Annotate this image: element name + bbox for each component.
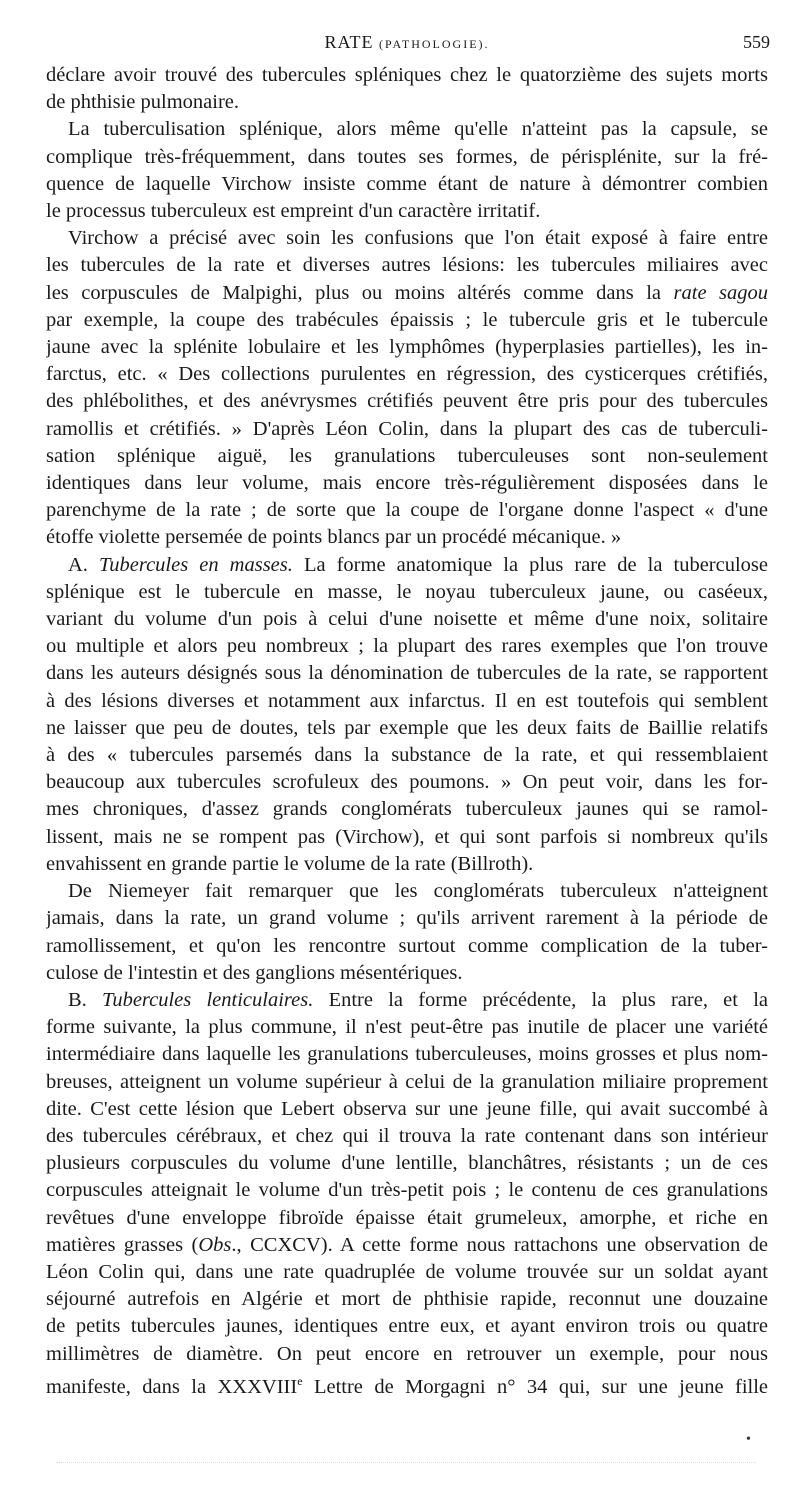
text-line: plusieurs corpuscules du volume d'une lentille, blanchâtres, résistants ; un de ces <box>46 1152 768 1175</box>
text-line: beaucoup aux tubercules scrofuleux des poumons. » On peut voir, dans les for- <box>46 771 768 794</box>
text-line: La tuberculisation splénique, alors même qu'elle n'atteint pas la capsule, se <box>68 118 768 141</box>
text-segment: La forme anatomique la plus rare de la tuberculose <box>303 553 768 576</box>
text-line <box>46 1232 768 1259</box>
text-line: des tubercules cérébraux, et chez qui il trouva la rate contenant dans son intérieur <box>46 1124 768 1147</box>
text-line: sation splénique aiguë, les granulations tuberculeuses sont non-seulement <box>46 444 768 467</box>
text-line: quence de laquelle Virchow insiste comme étant de nature à démontrer combien <box>46 172 768 195</box>
text-line: identiques dans leur volume, mais encore très-régulièrement disposées dans le <box>46 472 768 495</box>
text-line: jamais, dans la rate, un grand volume ; qu'ils arrivent rarement à la période de <box>46 907 768 930</box>
text-segment: Lettre de Morgagni n° 34 qui, sur une jeune fille <box>313 1375 768 1398</box>
text-line: mes chroniques, d'assez grands conglomérats tuberculeux jaunes qui se ramol- <box>46 798 768 821</box>
text-line: variant du volume d'un pois à celui d'une noisette et même d'une noix, solitaire <box>46 608 768 631</box>
page-number: 559 <box>743 32 770 52</box>
page-header <box>44 32 770 56</box>
text-line: ramollissement, et qu'on les rencontre surtout comme complication de la tuber- <box>46 934 768 957</box>
text-line: culose de l'intestin et des ganglions mésentériques. <box>46 961 463 984</box>
text-line: ne laisser que peu de doutes, tels par exemple que les deux faits de Baillie relatifs <box>46 716 768 739</box>
section-b-label: B. <box>68 988 87 1011</box>
running-title-main: RATE <box>324 32 374 52</box>
text-segment: Entre la forme précédente, la plus rare, et la <box>328 988 768 1011</box>
text-line: ramollis et crétifiés. » D'après Léon Colin, dans la plupart des cas de tuberculi- <box>46 417 768 440</box>
text-line: intermédiaire dans laquelle les granulations tuberculeuses, moins grosses et plus nom- <box>46 1043 768 1066</box>
text-line <box>46 1368 768 1401</box>
text-line: dans les auteurs désignés sous la dénomination de tubercules de la rate, se rapportent <box>46 662 768 685</box>
text-line: forme suivante, la plus commune, il n'est peut-être pas inutile de placer une variété <box>46 1016 768 1039</box>
text-line: séjourné autrefois en Algérie et mort de phthisie rapide, reconnut une douzaine <box>46 1288 768 1311</box>
italic-term: rate sagou <box>673 281 768 304</box>
text-line: De Niemeyer fait remarquer que les conglomérats tuberculeux n'atteignent <box>68 880 768 903</box>
text-line: dite. C'est cette lésion que Lebert observa sur une jeune fille, qui avait succombé à <box>46 1097 768 1120</box>
body-text <box>46 62 768 1401</box>
running-title-sub: (PATHOLOGIE). <box>378 37 490 51</box>
section-a-title: Tubercules en masses. <box>99 553 293 576</box>
text-line: des phlébolithes, et des anévrysmes crétifiés peuvent être pris pour des tubercules <box>46 390 768 413</box>
text-line: par exemple, la coupe des trabécules épaissis ; le tubercule gris et le tubercule <box>46 308 768 331</box>
section-heading-line <box>46 552 768 579</box>
text-segment: les corpuscules de Malpighi, plus ou moins altérés comme dans la <box>46 281 662 304</box>
text-line: déclare avoir trouvé des tubercules spléniques chez le quatorzième des sujets morts <box>46 64 768 86</box>
text-line: lissent, mais ne se rompent pas (Virchow), et qui sont parfois si nombreux qu'ils <box>46 825 768 848</box>
footer-mark: • <box>746 1432 751 1447</box>
text-segment: ., CCXCV). A cette forme nous rattachons une observation de <box>231 1233 768 1256</box>
running-title <box>44 32 770 53</box>
superscript: e <box>297 1373 303 1388</box>
text-line: ou multiple et alors peu nombreux ; la plupart des rares exemples que l'on trouve <box>46 635 768 658</box>
text-line: envahissent en grande partie le volume de la rate (Billroth). <box>46 852 534 875</box>
text-segment: matières grasses ( <box>46 1233 199 1256</box>
text-line <box>46 280 768 307</box>
text-line: à des lésions diverses et notamment aux infarctus. Il en est toutefois qui semblent <box>46 689 768 712</box>
text-line: farctus, etc. « Des collections purulentes en régression, des cysticerques crétifiés, <box>46 363 768 386</box>
text-line: de phthisie pulmonaire. <box>46 91 239 114</box>
text-line: à des « tubercules parsemés dans la substance de la rate, et qui ressemblaient <box>46 744 768 767</box>
section-a-label: A. <box>68 553 88 576</box>
text-line: splénique est le tubercule en masse, le noyau tuberculeux jaune, ou caséeux, <box>46 580 768 603</box>
text-line: revêtues d'une enveloppe fibroïde épaisse était grumeleux, amorphe, et riche en <box>46 1206 768 1229</box>
text-line: le processus tuberculeux est empreint d'un caractère irritatif. <box>46 200 541 223</box>
text-line: Léon Colin qui, dans une rate quadruplée de volume trouvée sur un soldat ayant <box>46 1260 768 1283</box>
text-line: complique très-fréquemment, dans toutes ses formes, de périsplénite, sur la fré- <box>46 145 768 168</box>
text-line: étoffe violette persemée de points blancs par un procédé mécanique. » <box>46 526 622 549</box>
text-line: breuses, atteignent un volume supérieur à celui de la granulation miliaire proprement <box>46 1070 768 1093</box>
text-line: millimètres de diamètre. On peut encore en retrouver un exemple, pour nous <box>46 1342 768 1365</box>
footer-rule <box>56 1462 756 1469</box>
text-line: jaune avec la splénite lobulaire et les lymphômes (hyperplasies partielles), les in- <box>46 336 768 359</box>
text-line: Virchow a précisé avec soin les confusions que l'on était exposé à faire entre <box>68 227 768 250</box>
text-line: de petits tubercules jaunes, identiques entre eux, et ayant environ trois ou quatre <box>46 1315 768 1338</box>
text-line: corpuscules atteignait le volume d'un très-petit pois ; le contenu de ces granulations <box>46 1179 768 1202</box>
text-line: parenchyme de la rate ; de sorte que la coupe de l'organe donne l'aspect « d'une <box>46 499 768 522</box>
section-b-title: Tubercules lenticulaires. <box>102 988 314 1011</box>
text-segment: manifeste, dans la XXXVIII <box>46 1375 298 1398</box>
text-line: les tubercules de la rate et diverses autres lésions: les tubercules miliaires avec <box>46 254 768 277</box>
section-heading-line <box>46 987 768 1014</box>
italic-abbreviation: Obs <box>198 1233 232 1256</box>
